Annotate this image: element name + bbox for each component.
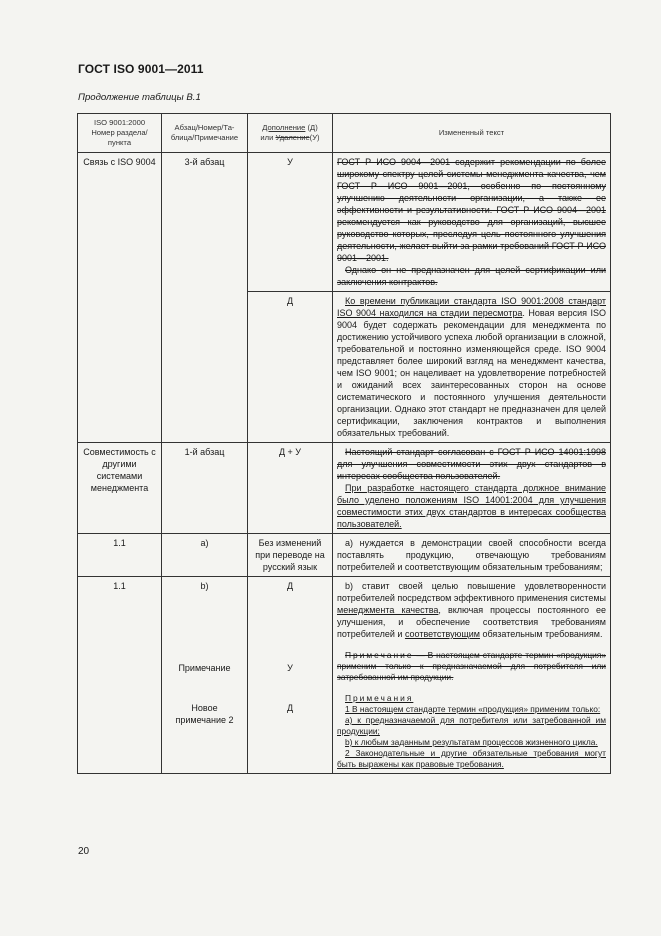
table-row xyxy=(78,443,611,534)
header-paragraph: Абзац/Номер/Та- блица/Примечание xyxy=(162,114,248,153)
changed-text-cell: b) ставит своей целью повышение удовлетворенности потребителей посредством эффективного применения системы менеджмента качества, включая процессы постоянного ее улучшения, и обеспечение соответствия требованиям потребителей и соответствующим обязательным требованиям. Примечание — В настоящем стандарте термин «продукция» применим только к предназначаемой для потребителя или затребованной им продукции. Примечания 1 В настоящем стандарте термин «продукция» применим только: а) к предназначаемой для потребителя или затребованной им продукции; b) к любым заданным результатам процессов жизненного цикла. 2 Законодательные и другие обязательные требования могут быть выражены как правовые требования. xyxy=(333,577,611,774)
table-row xyxy=(78,153,611,292)
paragraph-cell: 3-й абзац xyxy=(162,153,248,443)
section-cell: Совместимость с другими системами менеджмента xyxy=(78,443,162,534)
table-header-row xyxy=(78,114,611,153)
change-type-cell: Д xyxy=(248,292,333,443)
change-type-cell: Д У Д xyxy=(248,577,333,774)
header-change-type: Дополнение (Д) или Удаление(У) xyxy=(248,114,333,153)
change-type-cell: Без изменений при переводе на русский язык xyxy=(248,534,333,577)
section-cell: Связь с ISO 9004 xyxy=(78,153,162,443)
paragraph-cell: b) Примечание Новое примечание 2 xyxy=(162,577,248,774)
section-cell: 1.1 xyxy=(78,577,162,774)
changed-text-cell: Ко времени публикации стандарта ISO 9001:2008 стандарт ISO 9004 находился на стадии пересмотра. Новая версия ISO 9004 будет содержать рекомендации для менеджмента по достижению устойчивого успеха любой организации в сложной, требовательной и постоянно изменяющейся среде. ISO 9004 представляет более широкий взгляд на менеджмент качества, чем ISO 9001; он нацеливает на удовлетворение потребностей и ожиданий всех заинтересованных сторон на основе систематического и постоянного улучшения деятельности организации. Однако этот стандарт не предназначен для целей сертификации, заключения контрактов и выполнения обязательных требований. xyxy=(333,292,611,443)
paragraph-cell: а) xyxy=(162,534,248,577)
deleted-note: Примечание — В настоящем стандарте термин «продукция» применим только к предназначаемой для потребителя или затребованной им продукции. xyxy=(337,650,606,682)
header-changed-text: Измененный текст xyxy=(333,114,611,153)
paragraph-cell: 1-й абзац xyxy=(162,443,248,534)
change-type-cell: У xyxy=(248,153,333,292)
table-row xyxy=(78,534,611,577)
section-cell: 1.1 xyxy=(78,534,162,577)
changed-text-cell: ГОСТ Р ИСО 9004—2001 содержит рекомендации по более широкому спектру целей системы менеджмента качества, чем ГОСТ Р ИСО 9001—2001, особенно по постоянному улучшению деятельности организации, а также ее эффективности и результативности. ГОСТ Р ИСО 9004—2001 рекомендуется как руководство для организаций, высшее руководство которых, преследуя цель постоянного улучшения деятельности, желает выйти за рамки требований ГОСТ Р ИСО 9001—2001. Однако он не предназначен для целей сертификации или заключения контрактов. xyxy=(333,153,611,292)
page-number: 20 xyxy=(78,846,90,857)
document-header: ГОСТ ISO 9001—2011 xyxy=(78,62,204,76)
changed-text-cell: а) нуждается в демонстрации своей способности всегда поставлять продукцию, отвечающую требованиям потребителей и соответствующим обязательным требованиям; xyxy=(333,534,611,577)
header-section: ISO 9001:2000 Номер раздела/ пункта xyxy=(78,114,162,153)
changes-table xyxy=(77,113,611,774)
table-caption: Продолжение таблицы В.1 xyxy=(78,92,201,103)
change-type-cell: Д + У xyxy=(248,443,333,534)
changed-text-cell: Настоящий стандарт согласован с ГОСТ Р ИСО 14001:1998 для улучшения совместимости этих двух стандартов в интересах сообщества пользователей. При разработке настоящего стандарта должное внимание было уделено положениям ISO 14001:2004 для улучшения совместимости этих двух стандартов в интересах сообщества пользователей. xyxy=(333,443,611,534)
added-notes: Примечания 1 В настоящем стандарте термин «продукция» применим только: а) к предназначаемой для потребителя или затребованной им продукции; b) к любым заданным результатам процессов жизненного цикла. 2 Законодательные и другие обязательные требования могут быть выражены как правовые требования. xyxy=(337,693,606,769)
table-row xyxy=(78,577,611,774)
